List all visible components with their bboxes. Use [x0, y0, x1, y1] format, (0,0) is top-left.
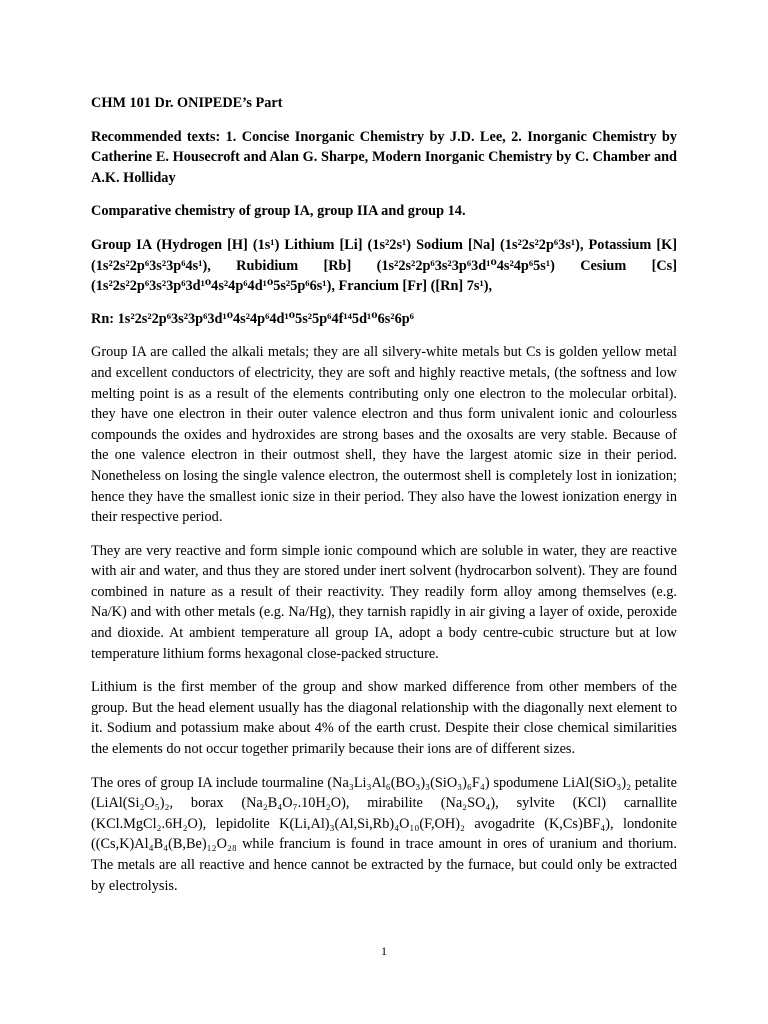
recommended-texts: Recommended texts: 1. Concise Inorganic Chemistry by J.D. Lee, 2. Inorganic Chemistry by Catherine E. Housecroft and Alan G. Sharpe, Modern Inorganic Chemistry by C. Chamber and A.K. Holliday — [91, 128, 677, 186]
section-heading: Comparative chemistry of group IA, group IIA and group 14. — [91, 203, 466, 220]
radon-configuration: Rn: 1s²2s²2p⁶3s²3p⁶3d¹⁰4s²4p⁶4d¹⁰5s²5p⁶4f¹⁴5d¹⁰6s²6p⁶ — [91, 310, 414, 327]
group-ia-configurations: Group IA (Hydrogen [H] (1s¹) Lithium [Li] (1s²2s¹) Sodium [Na] (1s²2s²2p⁶3s¹), Potassium [K] (1s²2s²2p⁶3s²3p⁶4s¹), Rubidium [Rb] (1s²2s²2p⁶3s²3p⁶3d¹⁰4s²4p⁶5s¹) Cesium [Cs] (1s²2s²2p⁶3s²3p⁶3d¹⁰4s²4p⁶4d¹⁰5s²5p⁶6s¹), Francium [Fr] ([Rn] 7s¹), — [91, 236, 677, 295]
paragraph-alkali-metals: Group IA are called the alkali metals; they are all silvery-white metals but Cs is golden yellow metal and excellent conductors of electricity, they are soft and highly reactive metals, (the softness and low melting point is as a result of the elements contributing only one electron to the molecular orbital). they have one electron in their outer valence electron and thus form univalent ionic and colourless compounds the oxides and hydroxides are strong bases and the oxosalts are very stable. Because of the one valence electron in their outmost shell, they have the largest atomic size in their period. Nonetheless on losing the single valence electron, the outermost shell is completely lost in ionization; hence they have the smallest ionic size in their period. They also have the lowest ionization energy in their respective period. — [91, 344, 677, 526]
document-title: CHM 101 Dr. ONIPEDE’s Part — [91, 95, 283, 111]
page-number: 1 — [381, 944, 387, 958]
paragraph-lithium: Lithium is the first member of the group and show marked difference from other members of the group. But the head element usually has the diagonal relationship with the diagonally next element to it. Sodium and potassium make about 4% of the earth crust. Despite their close chemical similarities the elements do not occur together primarily because their ions are of different sizes. — [91, 679, 677, 758]
paragraph-ores: The ores of group IA include tourmaline (Na₃Li₃Al₆(BO₃)₃(SiO₃)₆F₄) spodumene LiAl(SiO₃)₂ petalite (LiAl(Si₂O₅)₂, borax (Na₂B₄O₇.10H₂O), mirabilite (Na₂SO₄), sylvite (KCl) carnallite (KCl.MgCl₂.6H₂O), lepidolite K(Li,Al)₃(Al,Si,Rb)₄O₁₀(F,OH)₂ avogadrite (K,Cs)BF₄), londonite ((Cs,K)Al₄B₄(B,Be)₁₂O₂₈ while francium is found in trace amount in ores of uranium and thorium. The metals are all reactive and hence cannot be extracted by the furnace, but could only be extracted by electrolysis. — [91, 774, 677, 894]
page-content — [91, 90, 677, 896]
paragraph-reactivity: They are very reactive and form simple ionic compound which are soluble in water, they are reactive with air and water, and thus they are stored under inert solvent (hydrocarbon solvent). They are found combined in nature as a result of their reactivity. They readily form alloy among themselves (e.g. Na/K) and with other metals (e.g. Na/Hg), they tarnish rapidly in air giving a layer of oxide, peroxide and dioxide. At ambient temperature all group IA, adopt a body centre-cubic structure but at low temperature lithium forms hexagonal close-packed structure. — [91, 542, 677, 662]
